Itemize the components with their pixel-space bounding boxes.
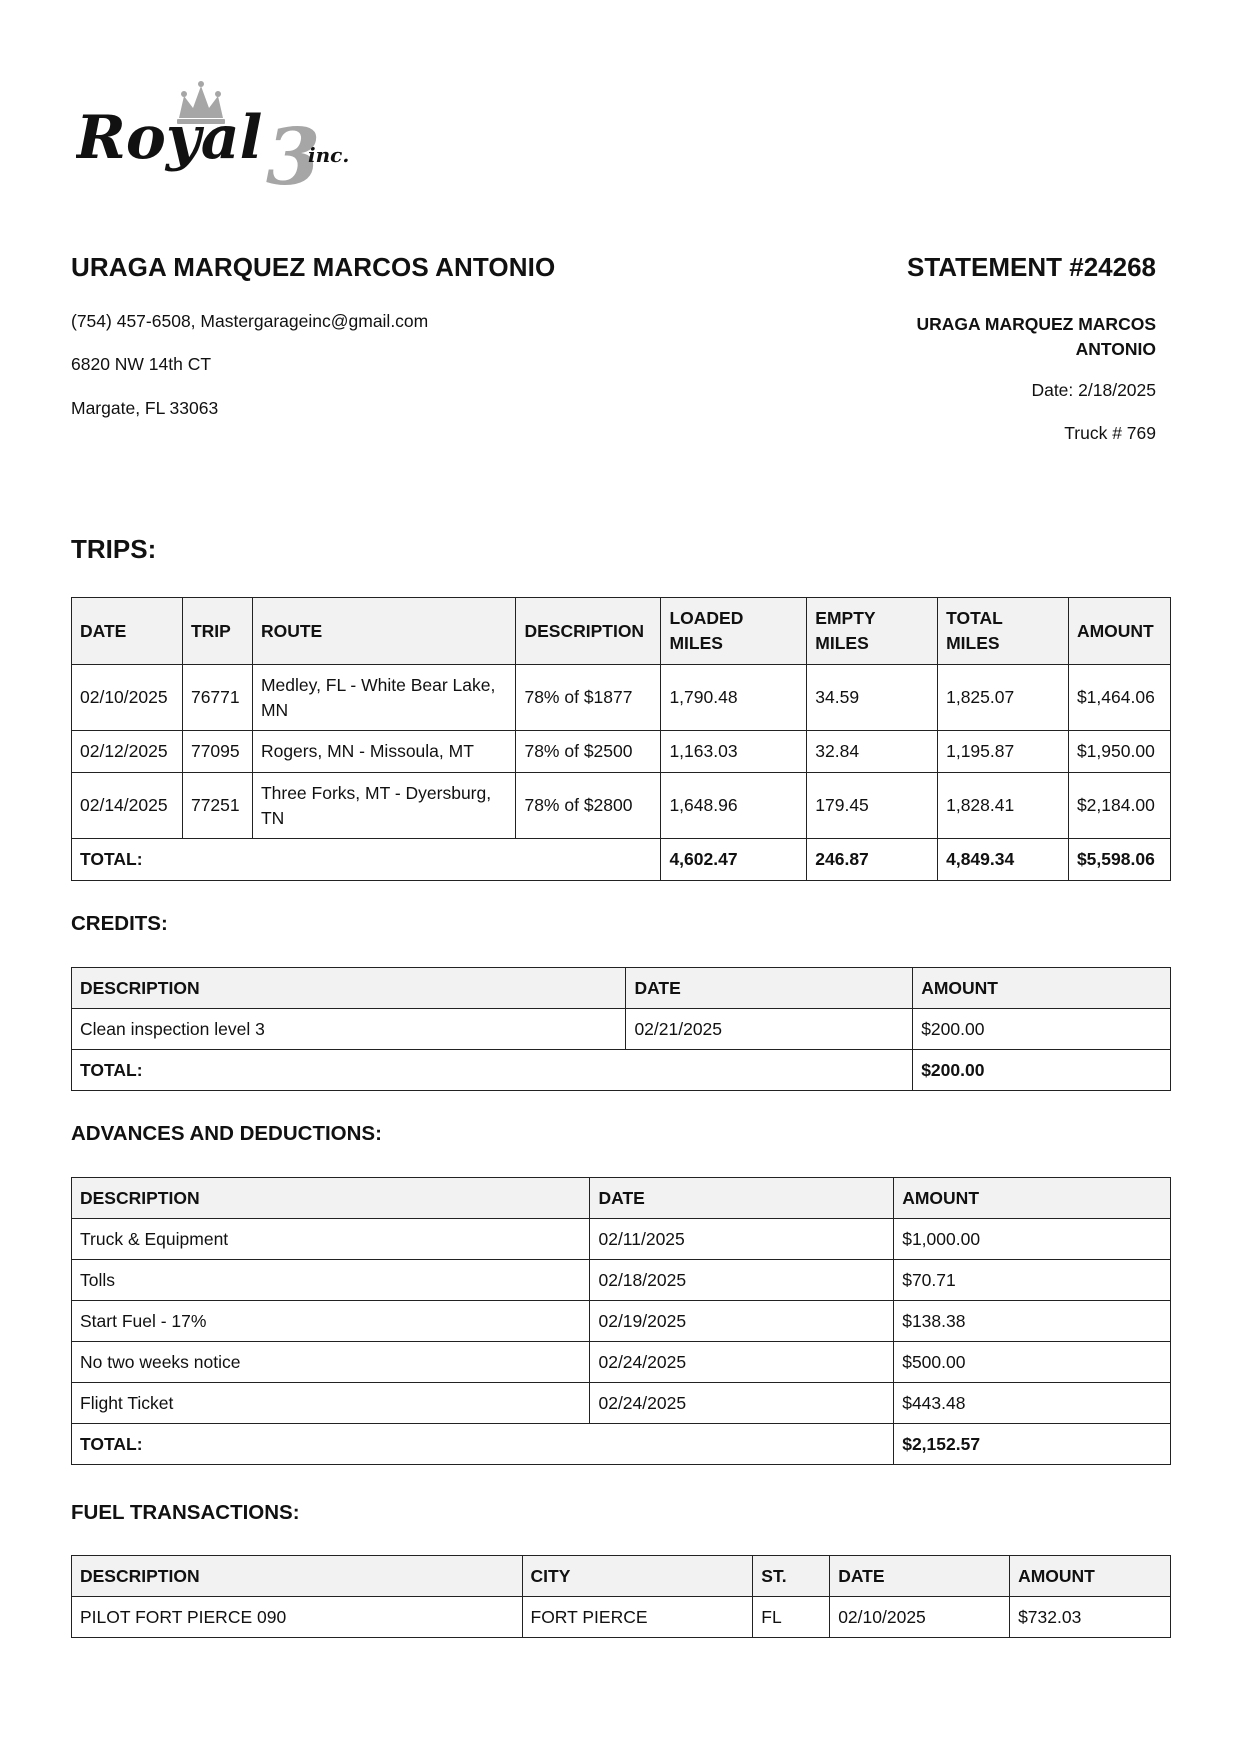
royal-3-inc-logo [76,78,386,193]
fuel-state: FL [753,1597,830,1638]
credits-heading: CREDITS: [71,912,168,935]
deduction-date: 02/19/2025 [590,1301,894,1342]
table-row [72,773,1171,839]
column-header: AMOUNT [1068,598,1170,665]
trip-route: Rogers, MN - Missoula, MT [252,731,516,773]
trip-number: 77251 [182,773,252,839]
column-header: DATE [626,968,913,1009]
column-header: ROUTE [252,598,516,665]
deduction-description: Flight Ticket [72,1383,590,1424]
fuel-date: 02/10/2025 [830,1597,1010,1638]
credits-table [71,967,1171,1091]
deduction-amount: $1,000.00 [894,1219,1171,1260]
column-header: DATE [590,1178,894,1219]
deduction-amount: $443.48 [894,1383,1171,1424]
total-amount: $2,152.57 [894,1424,1171,1465]
table-row [72,1301,1171,1342]
trip-description: 78% of $1877 [516,665,661,731]
table-row [72,1009,1171,1050]
deduction-amount: $138.38 [894,1301,1171,1342]
truck-number: Truck # 769 [1064,423,1156,443]
total-empty-miles: 246.87 [807,839,938,881]
column-header: EMPTY MILES [807,598,938,665]
advances-table [71,1177,1171,1465]
recipient-name: URAGA MARQUEZ MARCOS ANTONIO [916,314,1156,359]
table-header-row [72,598,1171,665]
deduction-description: Tolls [72,1260,590,1301]
total-row [72,839,1171,881]
total-amount: $200.00 [913,1050,1171,1091]
trip-route: Medley, FL - White Bear Lake, MN [252,665,516,731]
deduction-date: 02/24/2025 [590,1383,894,1424]
table-row [72,731,1171,773]
contact-info: (754) 457-6508, Mastergarageinc@gmail.com [71,311,429,331]
trip-loaded-miles: 1,163.03 [661,731,807,773]
trip-number: 76771 [182,665,252,731]
deduction-date: 02/11/2025 [590,1219,894,1260]
column-header: DATE [72,598,183,665]
trip-total-miles: 1,825.07 [938,665,1069,731]
deduction-date: 02/24/2025 [590,1342,894,1383]
trip-loaded-miles: 1,790.48 [661,665,807,731]
deduction-amount: $500.00 [894,1342,1171,1383]
table-header-row [72,968,1171,1009]
column-header: TRIP [182,598,252,665]
logo-brand: Royal [76,103,263,173]
total-label: TOTAL: [72,1050,913,1091]
column-header: DESCRIPTION [516,598,661,665]
trip-description: 78% of $2500 [516,731,661,773]
total-row [72,1050,1171,1091]
trip-amount: $1,950.00 [1068,731,1170,773]
total-loaded-miles: 4,602.47 [661,839,807,881]
column-header: DESCRIPTION [72,968,626,1009]
fuel-heading: FUEL TRANSACTIONS: [71,1501,300,1524]
trip-empty-miles: 179.45 [807,773,938,839]
trip-empty-miles: 34.59 [807,665,938,731]
table-row [72,665,1171,731]
column-header: AMOUNT [894,1178,1171,1219]
column-header: LOADED MILES [661,598,807,665]
company-logo [76,78,386,193]
trip-description: 78% of $2800 [516,773,661,839]
column-header: CITY [522,1556,753,1597]
deduction-description: Truck & Equipment [72,1219,590,1260]
table-row [72,1383,1171,1424]
fuel-amount: $732.03 [1010,1597,1171,1638]
trip-date: 02/14/2025 [72,773,183,839]
column-header: AMOUNT [1010,1556,1171,1597]
statement-number: STATEMENT #24268 [906,252,1156,282]
trip-total-miles: 1,828.41 [938,773,1069,839]
deduction-date: 02/18/2025 [590,1260,894,1301]
driver-name: URAGA MARQUEZ MARCOS ANTONIO [71,252,556,282]
advances-heading: ADVANCES AND DEDUCTIONS: [71,1122,382,1145]
address-line-1: 6820 NW 14th CT [71,354,212,374]
trip-amount: $1,464.06 [1068,665,1170,731]
deduction-description: No two weeks notice [72,1342,590,1383]
table-row [72,1260,1171,1301]
table-row [72,1219,1171,1260]
trip-number: 77095 [182,731,252,773]
column-header: DESCRIPTION [72,1178,590,1219]
trip-total-miles: 1,195.87 [938,731,1069,773]
statement-date: Date: 2/18/2025 [1031,380,1156,400]
column-header: AMOUNT [913,968,1171,1009]
logo-number: 3 [266,112,321,193]
fuel-table [71,1555,1171,1638]
column-header: ST. [753,1556,830,1597]
total-amount: $5,598.06 [1068,839,1170,881]
trip-amount: $2,184.00 [1068,773,1170,839]
trips-table [71,597,1171,881]
table-row [72,1342,1171,1383]
table-header-row [72,1556,1171,1597]
trip-route: Three Forks, MT - Dyersburg, TN [252,773,516,839]
trip-loaded-miles: 1,648.96 [661,773,807,839]
credit-amount: $200.00 [913,1009,1171,1050]
column-header: DATE [830,1556,1010,1597]
column-header: DESCRIPTION [72,1556,523,1597]
table-row [72,1597,1171,1638]
total-label: TOTAL: [72,839,661,881]
total-row [72,1424,1171,1465]
address-line-2: Margate, FL 33063 [71,398,219,418]
credit-date: 02/21/2025 [626,1009,913,1050]
column-header: TOTAL MILES [938,598,1069,665]
fuel-city: FORT PIERCE [522,1597,753,1638]
fuel-description: PILOT FORT PIERCE 090 [72,1597,523,1638]
logo-suffix: inc. [308,143,350,167]
trips-heading: TRIPS: [71,534,157,564]
total-miles: 4,849.34 [938,839,1069,881]
total-label: TOTAL: [72,1424,894,1465]
trip-empty-miles: 32.84 [807,731,938,773]
trip-date: 02/10/2025 [72,665,183,731]
credit-description: Clean inspection level 3 [72,1009,626,1050]
deduction-amount: $70.71 [894,1260,1171,1301]
deduction-description: Start Fuel - 17% [72,1301,590,1342]
trip-date: 02/12/2025 [72,731,183,773]
table-header-row [72,1178,1171,1219]
